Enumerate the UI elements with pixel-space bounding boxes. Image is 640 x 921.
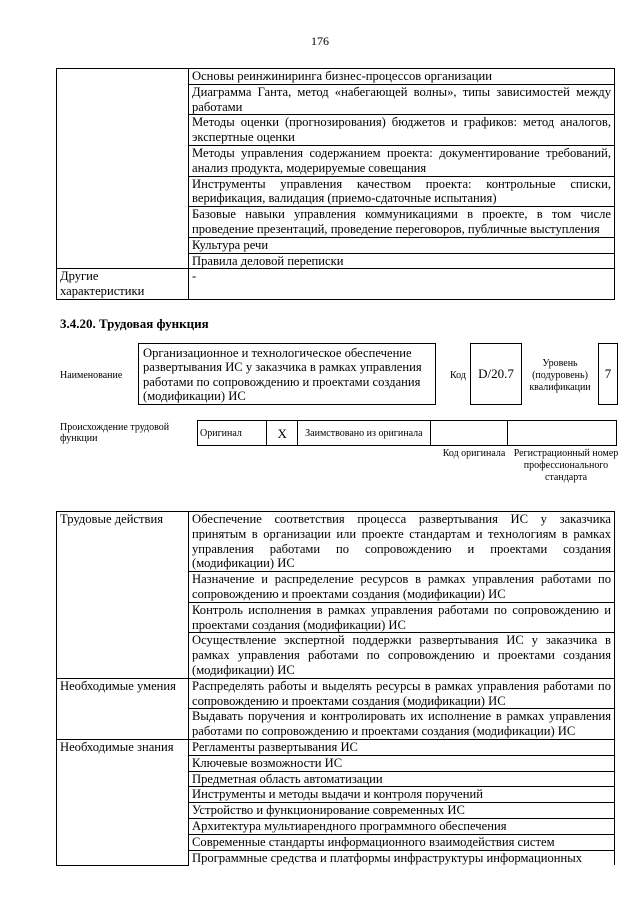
list-item: Культура речи (189, 237, 615, 253)
labor-function-table (56, 511, 615, 866)
other-characteristics-label: Другие характеристики (57, 269, 189, 300)
level-label: Уровень (подуровень) квалификации (529, 358, 591, 393)
code-label: Код (450, 370, 466, 381)
reg-caption: Регистрационный номер профессионального стандарта (513, 448, 619, 483)
table-row: Назначение и распределение ресурсов в рамках управления работами по сопровождению и проектами создания (модификации) ИС (189, 572, 615, 603)
name-label: Наименование (60, 370, 123, 381)
labor-actions-label: Трудовые действия (57, 512, 189, 679)
top-requirements-table (56, 68, 615, 300)
level-box: 7 (598, 343, 618, 405)
table-row: Предметная область автоматизации (189, 771, 615, 787)
table-row: Архитектура мультиарендного программного обеспечения (189, 818, 615, 834)
origin-table (197, 420, 617, 446)
original-mark: X (267, 421, 298, 446)
section-heading: 3.4.20. Трудовая функция (60, 316, 209, 331)
original-label: Оригинал (198, 421, 267, 446)
table-row: Ключевые возможности ИС (189, 755, 615, 771)
other-characteristics-value: - (189, 269, 615, 300)
table-row: Осуществление экспертной поддержки развертывания ИС у заказчика в рамках управления работами по сопровождению и проектами создания (модификации) ИС (189, 633, 615, 678)
knowledge-label: Необходимые знания (57, 739, 189, 865)
code-caption: Код оригинала (442, 448, 506, 459)
function-name-box: Организационное и технологическое обеспечение развертывания ИС у заказчика в рамках управления работами по сопровождению и проектами создания (модификации) ИС (138, 343, 436, 405)
table-row: Программные средства и платформы инфраструктуры информационных (189, 850, 615, 865)
list-item: Инструменты управления качеством проекта: контрольные списки, верификация, валидация (приемо-сдаточные испытания) (189, 176, 615, 207)
table-row: Устройство и функционирование современных ИС (189, 803, 615, 819)
table-row: Обеспечение соответствия процесса развертывания ИС у заказчика принятым в организации или проекте стандартам и технологиям в рамках управления работами по сопровождению и проектами создания (модификации) ИС (189, 512, 615, 572)
table-row: Инструменты и методы выдачи и контроля поручений (189, 787, 615, 803)
table-row: Распределять работы и выделять ресурсы в рамках управления работами по сопровождению и проектами создания (модификации) ИС (189, 678, 615, 709)
list-item: Диаграмма Ганта, метод «набегающей волны», типы зависимостей между работами (189, 84, 615, 115)
list-item: Методы управления содержанием проекта: документирование требований, анализ продукта, модерируемые совещания (189, 145, 615, 176)
table-row: Регламенты развертывания ИС (189, 739, 615, 755)
list-item: Основы реинжиниринга бизнес-процессов организации (189, 69, 615, 85)
table-row: Современные стандарты информационного взаимодействия систем (189, 834, 615, 850)
registration-number-cell (507, 421, 616, 446)
original-code-cell (430, 421, 507, 446)
list-item: Правила деловой переписки (189, 253, 615, 269)
continued-label-cell (57, 69, 189, 269)
code-box: D/20.7 (470, 343, 522, 405)
list-item: Базовые навыки управления коммуникациями в проекте, в том числе проведение презентаций, проведение переговоров, публичные выступления (189, 207, 615, 238)
origin-label: Происхождение трудовой функции (60, 422, 170, 444)
skills-label: Необходимые умения (57, 678, 189, 739)
list-item: Методы оценки (прогнозирования) бюджетов и графиков: метод аналогов, экспертные оценки (189, 115, 615, 146)
table-row: Выдавать поручения и контролировать их исполнение в рамках управления работами по сопровождению и проектами создания (модификации) ИС (189, 709, 615, 740)
table-row: Контроль исполнения в рамках управления работами по сопровождению и проектами создания (модификации) ИС (189, 602, 615, 633)
borrowed-label: Заимствовано из оригинала (298, 421, 430, 446)
page-number: 176 (311, 34, 329, 48)
